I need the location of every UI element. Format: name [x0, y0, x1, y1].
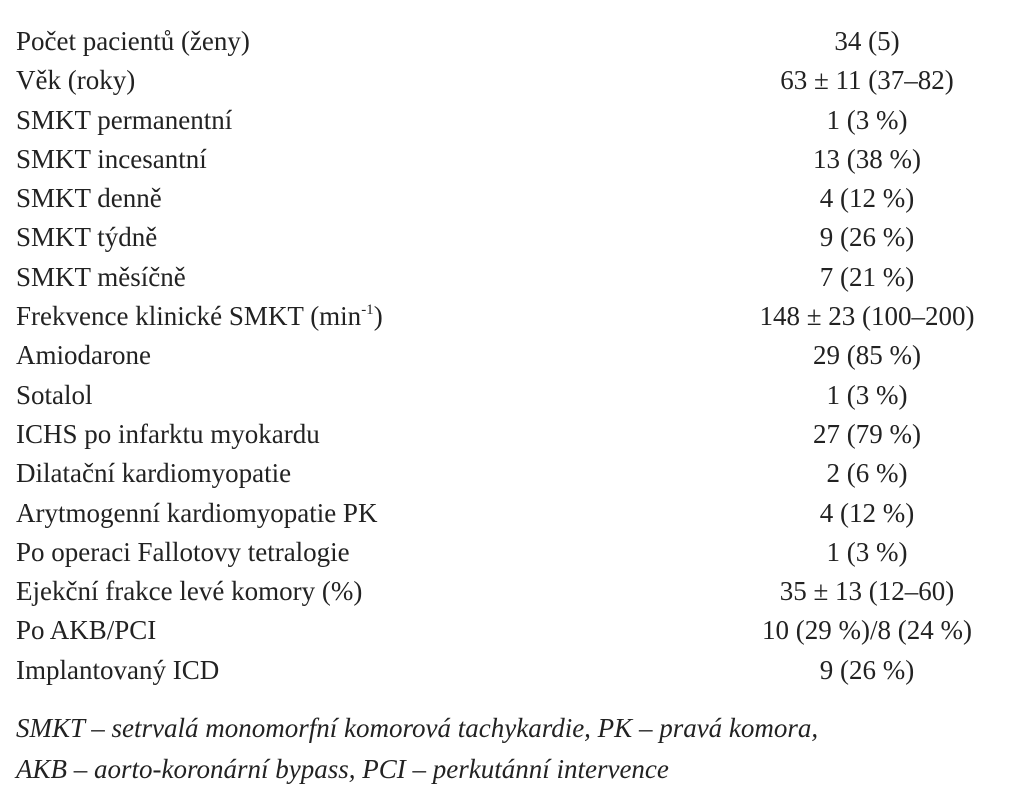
row-value: 9 (26 %): [819, 654, 915, 685]
row-label-superscript: -1: [361, 302, 374, 319]
row-value: 148 ± 23 (100–200): [759, 301, 975, 332]
table-row: [16, 218, 1016, 257]
row-label: SMKT měsíčně: [16, 261, 186, 292]
table-row: [16, 415, 1016, 454]
row-label: Po AKB/PCI: [16, 615, 157, 646]
table-row: [16, 651, 1016, 690]
row-label: SMKT permanentní: [16, 104, 233, 135]
patient-characteristics-table: [16, 22, 1016, 690]
row-value: 1 (3 %): [826, 104, 908, 135]
row-label: SMKT incesantní: [16, 143, 207, 174]
row-label: Sotalol: [16, 379, 93, 410]
row-value: 35 ± 13 (12–60): [779, 576, 955, 607]
row-label: Ejekční frakce levé komory (%): [16, 576, 363, 607]
row-label: Věk (roky): [16, 65, 136, 96]
row-value: 63 ± 11 (37–82): [780, 65, 954, 96]
row-label: ICHS po infarktu myokardu: [16, 418, 320, 449]
table-row: [16, 297, 1016, 336]
row-label: Amiodarone: [16, 340, 151, 371]
row-value: 2 (6 %): [826, 458, 908, 489]
table-row: [16, 179, 1016, 218]
table-row: [16, 376, 1016, 415]
row-label: Dilatační kardiomyopatie: [16, 458, 292, 489]
table-row: [16, 258, 1016, 297]
table-row: [16, 611, 1016, 650]
row-label: Počet pacientů (ženy): [16, 26, 250, 56]
table-row: [16, 61, 1016, 100]
abbreviation-notes: [16, 708, 1006, 790]
row-value: 34 (5): [834, 26, 900, 56]
table-row: [16, 454, 1016, 493]
row-value: 4 (12 %): [819, 183, 915, 214]
row-value: 1 (3 %): [826, 536, 908, 567]
table-row: [16, 101, 1016, 140]
row-label: Po operaci Fallotovy tetralogie: [16, 536, 350, 567]
table-row: [16, 22, 1016, 61]
row-value: 10 (29 %)/8 (24 %): [762, 615, 972, 646]
row-label-end: ): [373, 301, 383, 332]
row-value: 27 (79 %): [813, 418, 921, 449]
row-value: 1 (3 %): [826, 379, 908, 410]
row-value: 7 (21 %): [819, 261, 915, 292]
row-value: 29 (85 %): [813, 340, 921, 371]
row-value: 13 (38 %): [813, 143, 921, 174]
row-label: SMKT denně: [16, 183, 162, 214]
row-label: SMKT týdně: [16, 222, 158, 253]
row-label: Frekvence klinické SMKT (min: [16, 301, 362, 332]
table-row: [16, 572, 1016, 611]
row-label: Arytmogenní kardiomyopatie PK: [16, 497, 378, 528]
row-label: Implantovaný ICD: [16, 654, 220, 685]
row-value: 9 (26 %): [819, 222, 915, 253]
table-row: [16, 533, 1016, 572]
table-row: [16, 494, 1016, 533]
row-value: 4 (12 %): [819, 497, 915, 528]
table-row: [16, 336, 1016, 375]
note-line: AKB – aorto-koronární bypass, PCI – perkutánní intervence: [16, 754, 669, 784]
note-line: SMKT – setrvalá monomorfní komorová tachykardie, PK – pravá komora,: [16, 713, 819, 743]
row-label-group: [16, 297, 383, 336]
table-row: [16, 140, 1016, 179]
